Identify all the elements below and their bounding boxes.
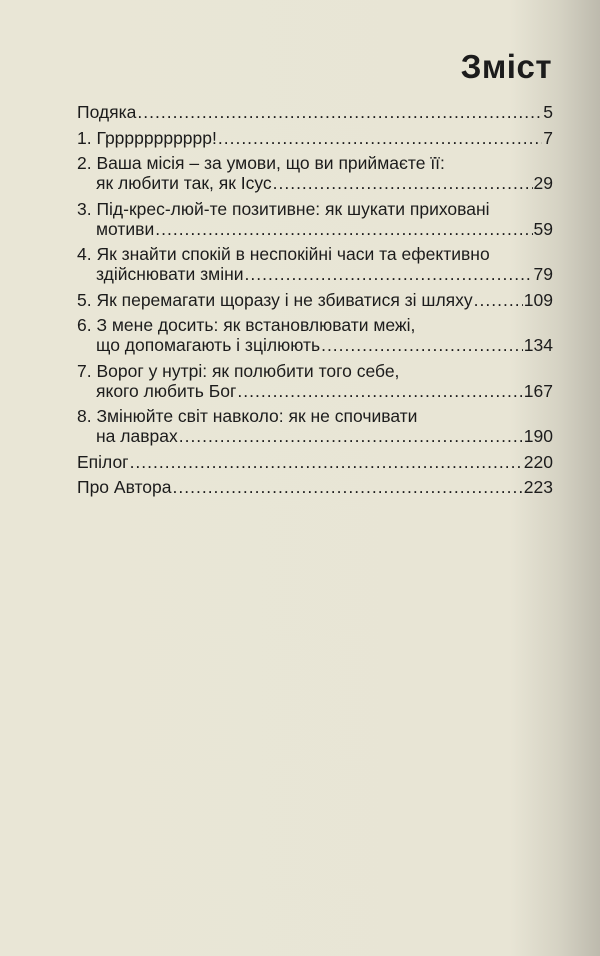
dot-leader (179, 426, 523, 446)
dot-leader (137, 102, 542, 122)
entry-title: 8. Змінюйте світ навколо: як не спочивати (77, 406, 418, 426)
toc-entry-chapter-3 (77, 199, 553, 239)
entry-title: Епілог (77, 451, 129, 472)
entry-title: Подяка (77, 102, 137, 122)
toc-entry-chapter-8 (77, 406, 553, 446)
page-number: 79 (533, 264, 553, 284)
page-number: 223 (523, 477, 553, 497)
page-number: 5 (543, 102, 553, 122)
entry-title: 2. Ваша місія – за умови, що ви приймаєте її: (77, 153, 445, 173)
page-number: 134 (523, 335, 553, 355)
page-number: 167 (523, 380, 553, 401)
entry-title-cont: що допомагають і зцілюють (96, 335, 321, 355)
entry-title: 3. Під-крес-люй-те позитивне: як шукати приховані (77, 198, 490, 219)
toc-entry-chapter-1 (77, 128, 553, 148)
dot-leader (237, 381, 522, 401)
toc-entry-chapter-4 (77, 244, 553, 284)
entry-title: 6. З мене досить: як встановлювати межі, (77, 315, 416, 335)
entry-title-cont: мотиви (96, 218, 155, 239)
page-title: Зміст (460, 48, 552, 85)
page-number: 220 (523, 451, 553, 472)
table-of-contents (77, 102, 553, 503)
page-number: 59 (533, 218, 553, 239)
toc-entry-epilogue (77, 452, 553, 472)
toc-entry-chapter-7 (77, 361, 553, 401)
dot-leader (155, 219, 532, 239)
toc-entry-acknowledgements (77, 102, 553, 122)
page-number: 109 (523, 289, 553, 310)
dot-leader (173, 477, 523, 497)
page-number: 7 (543, 127, 553, 148)
entry-title-cont: здійснювати зміни (96, 264, 244, 284)
toc-entry-about-author (77, 477, 553, 497)
dot-leader (474, 290, 523, 310)
entry-title: Про Автора (77, 477, 172, 497)
entry-title: 5. Як перемагати щоразу і не збиватися зі шляху (77, 289, 473, 310)
toc-entry-chapter-6 (77, 315, 553, 355)
entry-title-cont: на лаврах (96, 426, 178, 446)
page-number: 190 (523, 426, 553, 446)
entry-title: 7. Ворог у нутрі: як полюбити того себе, (77, 360, 400, 381)
entry-title-cont: якого любить Бог (96, 380, 237, 401)
entry-title: 1. Гррррррррррр! (77, 127, 217, 148)
dot-leader (273, 173, 533, 193)
dot-leader (321, 335, 523, 355)
dot-leader (130, 452, 523, 472)
toc-entry-chapter-2 (77, 153, 553, 193)
dot-leader (245, 264, 533, 284)
entry-title-cont: як любити так, як Ісус (96, 173, 272, 193)
page-number: 29 (533, 173, 553, 193)
entry-title: 4. Як знайти спокій в неспокійні часи та ефективно (77, 244, 490, 264)
dot-leader (218, 128, 542, 148)
toc-entry-chapter-5 (77, 290, 553, 310)
